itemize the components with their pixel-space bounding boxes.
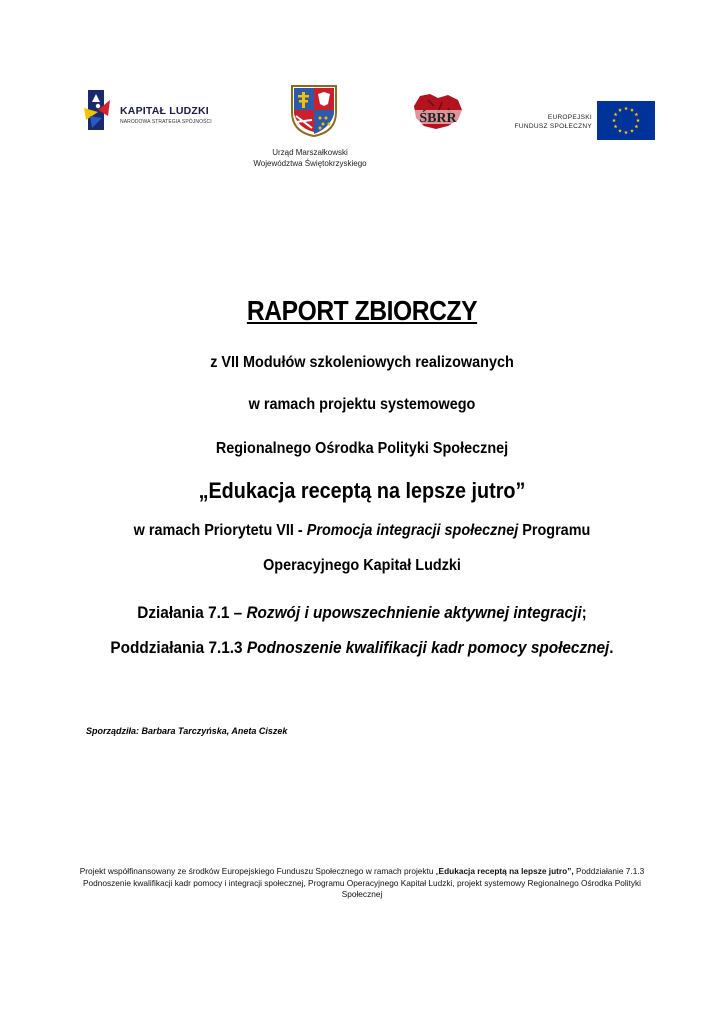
issuer-line-1: Urząd Marszałkowski — [272, 148, 348, 157]
author-note: Sporządziła: Barbara Tarczyńska, Aneta Ciszek — [86, 726, 288, 736]
sbrr-logo — [408, 92, 466, 132]
submeasure-line — [25, 639, 698, 658]
subtitle-line-3: Regionalnego Ośrodka Polityki Społecznej — [215, 440, 509, 457]
kapital-ludzki-emblem-icon — [82, 88, 122, 132]
coat-of-arms-logo — [290, 84, 338, 138]
efs-line-2: FUNDUSZ SPOŁECZNY — [514, 123, 592, 130]
project-name: „Edukacja receptą na lepsze jutro” — [198, 478, 526, 503]
footer-text-a: Projekt współfinansowany ze środków Europejskiego Funduszu Społecznego w ramach projektu „ — [79, 866, 439, 876]
document-title: RAPORT ZBIORCZY — [246, 295, 478, 326]
kapital-ludzki-title: KAPITAŁ LUDZKI — [120, 105, 209, 117]
efs-text — [500, 113, 592, 131]
priority-name: Promocja integracji społecznej — [306, 522, 519, 539]
subtitle-line-1: z VII Modułów szkoleniowych realizowanych — [210, 354, 514, 371]
measure-suffix: ; — [581, 604, 587, 622]
kapital-ludzki-subtitle: NARODOWA STRATEGIA SPÓJNOŚCI — [120, 119, 212, 125]
priority-suffix: Programu — [518, 522, 591, 539]
priority-line — [25, 522, 698, 540]
measure-prefix: Działania 7.1 – — [137, 604, 247, 622]
coat-of-arms-icon — [290, 84, 338, 138]
measure-line — [25, 604, 698, 623]
subtitle-line-2: w ramach projektu systemowego — [248, 396, 476, 413]
footer-note — [70, 866, 654, 901]
eu-flag-icon — [597, 101, 655, 140]
efs-line-1: EUROPEJSKI — [547, 114, 592, 121]
issuer-line-2: Województwa Świętokrzyskiego — [253, 159, 367, 168]
priority-prefix: w ramach Priorytetu VII - — [133, 522, 307, 539]
kapital-ludzki-logo — [82, 88, 222, 132]
sbrr-text: ŚBRR — [419, 111, 457, 126]
submeasure-prefix: Poddziałania 7.1.3 — [110, 639, 247, 657]
issuer-caption — [200, 147, 420, 169]
submeasure-suffix: . — [609, 639, 614, 657]
sbrr-map-icon — [408, 92, 466, 132]
footer-text-c: Poddziałanie 7.1.3 Podnoszenie kwalifikacji kadr pomocy i integracji społecznej, Programu Operacyjnego Kapitał Ludzki, projekt systemowy Regionalnego Ośrodka Polityki Społecznej — [82, 866, 645, 899]
footer-text-b: Edukacja receptą na lepsze jutro”, — [438, 866, 574, 876]
eu-flag-logo — [597, 101, 655, 140]
submeasure-name: Podnoszenie kwalifikacji kadr pomocy społecznej — [246, 639, 610, 657]
measure-name: Rozwój i upowszechnienie aktywnej integracji — [246, 604, 582, 622]
programme-line: Operacyjnego Kapitał Ludzki — [263, 557, 461, 574]
